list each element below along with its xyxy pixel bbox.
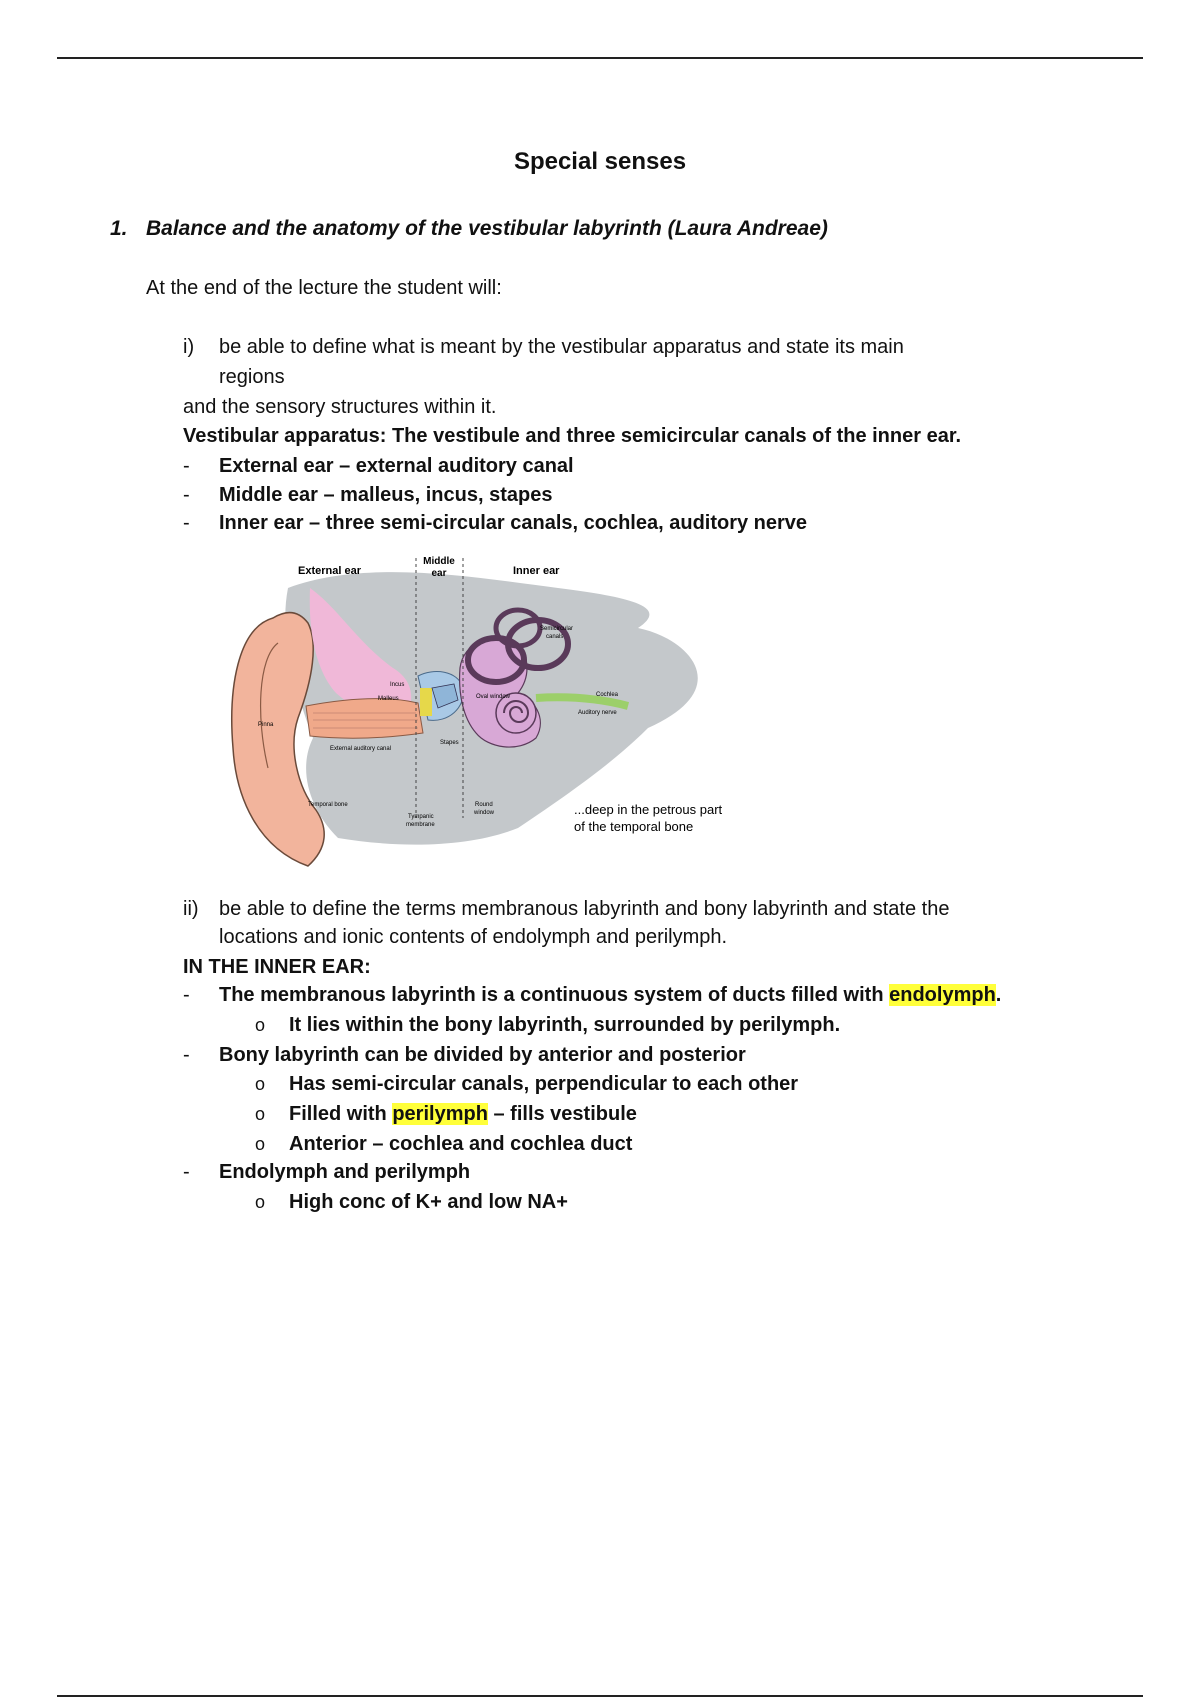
list-item-membranous xyxy=(183,984,1001,1007)
label-external-ear: External ear xyxy=(298,565,361,577)
dash-bullet: - xyxy=(183,484,190,506)
list-item-endolymph xyxy=(183,1161,470,1184)
label-stapes: Stapes xyxy=(440,740,459,746)
auditory-canal-shape xyxy=(306,699,423,738)
circle-bullet: o xyxy=(255,1192,266,1212)
endolymph-text: Endolymph and perilymph xyxy=(219,1161,471,1183)
figure-caption-2: of the temporal bone xyxy=(574,819,694,834)
membranous-sub-text: It lies within the bony labyrinth, surrounded by perilymph. xyxy=(289,1014,841,1036)
bony-text: Bony labyrinth can be divided by anterior and posterior xyxy=(219,1044,746,1066)
vestibular-definition: Vestibular apparatus: The vestibule and three semicircular canals of the inner ear. xyxy=(183,425,962,447)
list-item-inner-ear xyxy=(183,512,807,535)
circle-bullet: o xyxy=(255,1015,266,1035)
list-item-bony xyxy=(183,1044,746,1067)
bony-sub2-before: Filled with xyxy=(289,1103,387,1125)
inner-ear-text: Inner ear – three semi-circular canals, cochlea, auditory nerve xyxy=(219,512,808,534)
label-semicircular-2: canals xyxy=(546,634,564,640)
objective-ii-text1: be able to define the terms membranous labyrinth and bony labyrinth and state the xyxy=(219,898,950,920)
intro-text: At the end of the lecture the student will: xyxy=(146,277,502,299)
circle-bullet: o xyxy=(255,1104,266,1124)
dash-bullet: - xyxy=(183,512,190,534)
label-round-2: window xyxy=(474,810,495,816)
dash-bullet: - xyxy=(183,455,190,477)
dash-bullet: - xyxy=(183,1044,190,1066)
pinna-shape xyxy=(232,613,324,866)
membranous-after: . xyxy=(995,984,1002,1006)
sub-item-membranous xyxy=(255,1014,840,1037)
label-tympanic-1: Tympanic xyxy=(408,814,434,820)
page-title: Special senses xyxy=(513,148,687,175)
sub-item-bony-3 xyxy=(255,1133,632,1156)
label-malleus: Malleus xyxy=(378,696,399,702)
label-middle-ear-1: Middle xyxy=(423,556,455,567)
perilymph-highlight: perilymph xyxy=(392,1103,488,1125)
label-round-1: Round xyxy=(475,802,493,808)
tympanic-membrane-shape xyxy=(420,688,432,716)
bony-sub3-text: Anterior – cochlea and cochlea duct xyxy=(289,1133,633,1155)
label-inner-ear: Inner ear xyxy=(513,565,560,577)
bony-sub1-text: Has semi-circular canals, perpendicular to each other xyxy=(289,1073,799,1095)
label-pinna: Pinna xyxy=(258,722,274,728)
objective-ii-line2: locations and ionic contents of endolymph and perilymph. xyxy=(219,926,728,948)
label-incus: Incus xyxy=(390,682,405,688)
objective-i-label: i) xyxy=(183,336,195,358)
label-temporal-bone: Temporal bone xyxy=(308,802,348,808)
endolymph-sub-text: High conc of K+ and low NA+ xyxy=(289,1191,568,1213)
endolymph-highlight: endolymph xyxy=(889,984,996,1006)
top-rule xyxy=(57,57,1143,59)
label-cochlea: Cochlea xyxy=(596,692,619,698)
label-middle-ear-2: ear xyxy=(431,568,447,579)
label-semicircular-1: Semicircular xyxy=(540,626,574,632)
section-title: Balance and the anatomy of the vestibular labyrinth (Laura Andreae) xyxy=(146,217,828,240)
bony-sub2-after: – fills vestibule xyxy=(493,1103,637,1125)
objective-i-text1: be able to define what is meant by the vestibular apparatus and state its main xyxy=(219,336,904,358)
circle-bullet: o xyxy=(255,1134,266,1154)
ear-anatomy-figure xyxy=(218,548,758,868)
objective-ii-line1 xyxy=(183,898,949,921)
objective-i-line2: regions xyxy=(219,366,285,388)
figure-caption-1: ...deep in the petrous part xyxy=(574,802,723,817)
membranous-text: The membranous labyrinth is a continuous system of ducts filled with xyxy=(219,984,884,1006)
sub-item-bony-1 xyxy=(255,1073,798,1096)
circle-bullet: o xyxy=(255,1074,266,1094)
inner-ear-heading: IN THE INNER EAR: xyxy=(183,956,371,978)
sub-item-bony-2 xyxy=(255,1103,637,1126)
middle-ear-text: Middle ear – malleus, incus, stapes xyxy=(219,484,553,506)
label-oval-window: Oval window xyxy=(476,694,511,700)
section-number: 1. xyxy=(110,217,128,240)
objective-i-line1 xyxy=(183,336,904,359)
bottom-rule xyxy=(57,1695,1143,1697)
dash-bullet: - xyxy=(183,984,190,1006)
label-tympanic-2: membrane xyxy=(406,822,435,828)
label-canal: External auditory canal xyxy=(330,746,392,752)
sub-item-endolymph xyxy=(255,1191,568,1214)
section-heading xyxy=(110,217,828,241)
list-item-middle-ear xyxy=(183,484,552,507)
objective-i-line3: and the sensory structures within it. xyxy=(183,396,497,418)
dash-bullet: - xyxy=(183,1161,190,1183)
label-auditory-nerve: Auditory nerve xyxy=(578,710,617,716)
list-item-external-ear xyxy=(183,455,574,478)
external-ear-text: External ear – external auditory canal xyxy=(219,455,574,477)
objective-ii-label: ii) xyxy=(183,898,199,920)
